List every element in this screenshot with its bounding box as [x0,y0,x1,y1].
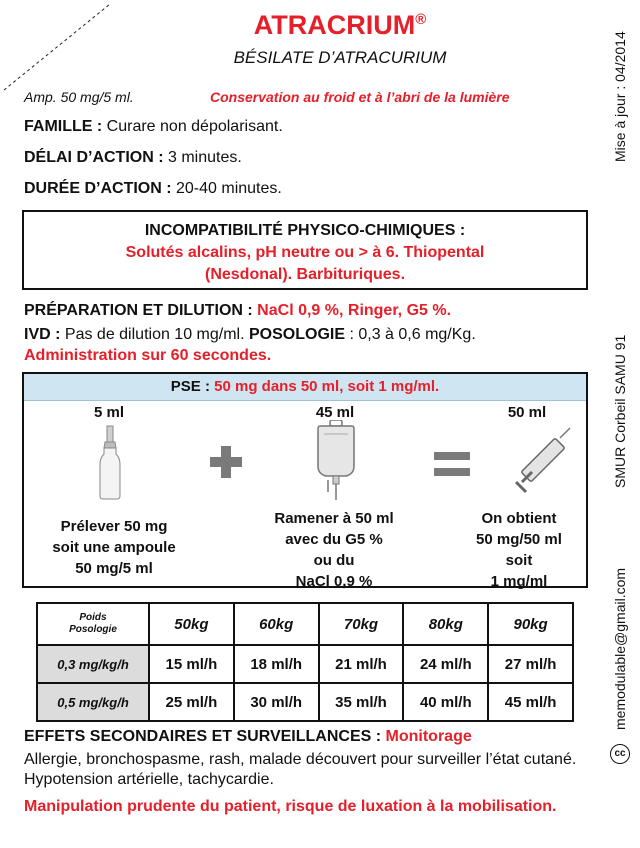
ampoule-icon [96,424,124,500]
administration-line: Administration sur 60 secondes. [24,347,272,364]
step3-description: On obtient 50 mg/50 ml soit 1 mg/ml [476,510,562,590]
step1-quantity: 5 ml [93,404,124,421]
pse-header: PSE : 50 mg dans 50 ml, soit 1 mg/ml. [24,374,586,401]
incompat-line1: Solutés alcalins, pH neutre ou > à 6. Thiopental [125,244,485,261]
manipulation-warning: Manipulation prudente du patient, risque de luxation à la mobilisation. [24,798,557,815]
effets-text: Allergie, bronchospasme, rash, malade découvert pour surveiller l’état cutané. Hypotension artérielle, tachycardie. [24,751,577,788]
drug-subtitle: BÉSILATE D’ATRACURIUM [233,48,447,67]
ivd-line: IVD : Pas de dilution 10 mg/ml. POSOLOGIE : 0,3 à 0,6 mg/Kg. [24,326,476,343]
update-date: Mise à jour : 04/2014 [612,31,628,162]
table-header-row [37,603,573,645]
weight-header: 70kg [319,603,404,645]
incompatibility-box [22,210,588,290]
rate-cell: 40 ml/h [403,683,488,721]
rate-cell: 24 ml/h [403,645,488,683]
rate-cell: 25 ml/h [149,683,234,721]
rate-cell: 27 ml/h [488,645,573,683]
table-row [37,683,573,721]
preparation-line: PRÉPARATION ET DILUTION : NaCl 0,9 %, Ringer, G5 %. [24,302,452,319]
dose-label: 0,3 mg/kg/h [37,645,149,683]
weight-header: 50kg [149,603,234,645]
step2-description: Ramener à 50 ml avec du G5 % ou du NaCl 0,9 % [274,510,394,590]
table-row [37,645,573,683]
weight-header: 60kg [234,603,319,645]
rate-cell: 30 ml/h [234,683,319,721]
iv-bag-icon [316,420,356,502]
pse-box [22,372,588,588]
rate-cell: 15 ml/h [149,645,234,683]
step2-quantity: 45 ml [315,404,355,421]
famille-line: FAMILLE : Curare non dépolarisant. [24,118,283,135]
conservation-info: Conservation au froid et à l’abri de la lumière [210,89,510,105]
incompat-title: INCOMPATIBILITÉ PHYSICO-CHIMIQUES : [144,222,466,239]
smur-credit: SMUR Corbeil SAMU 91 [612,334,628,488]
delai-line: DÉLAI D’ACTION : 3 minutes. [24,149,242,166]
syringe-icon [512,424,576,502]
incompat-line2: (Nesdonal). Barbituriques. [204,266,406,283]
dosage-table [36,602,574,722]
cut-line [2,2,112,92]
effets-heading: EFFETS SECONDAIRES ET SURVEILLANCES : Monitorage [24,728,472,745]
weight-header: 80kg [403,603,488,645]
duree-line: DURÉE D’ACTION : 20-40 minutes. [24,180,282,197]
ampoule-info: Amp. 50 mg/5 ml. [24,89,134,105]
rate-cell: 18 ml/h [234,645,319,683]
dose-label: 0,5 mg/kg/h [37,683,149,721]
plus-icon [208,444,244,480]
rate-cell: 21 ml/h [319,645,404,683]
equals-icon [432,450,472,478]
step3-quantity: 50 ml [507,404,547,421]
drug-title: ATRACRIUM® [253,10,427,40]
rate-cell: 35 ml/h [319,683,404,721]
rate-cell: 45 ml/h [488,683,573,721]
contact-email: memodulable@gmail.com [612,567,628,730]
table-corner: Poids Posologie [37,603,149,645]
weight-header: 90kg [488,603,573,645]
step1-description: Prélever 50 mg soit une ampoule 50 mg/5 ml [52,518,176,577]
creative-commons-icon: cc [610,744,630,764]
